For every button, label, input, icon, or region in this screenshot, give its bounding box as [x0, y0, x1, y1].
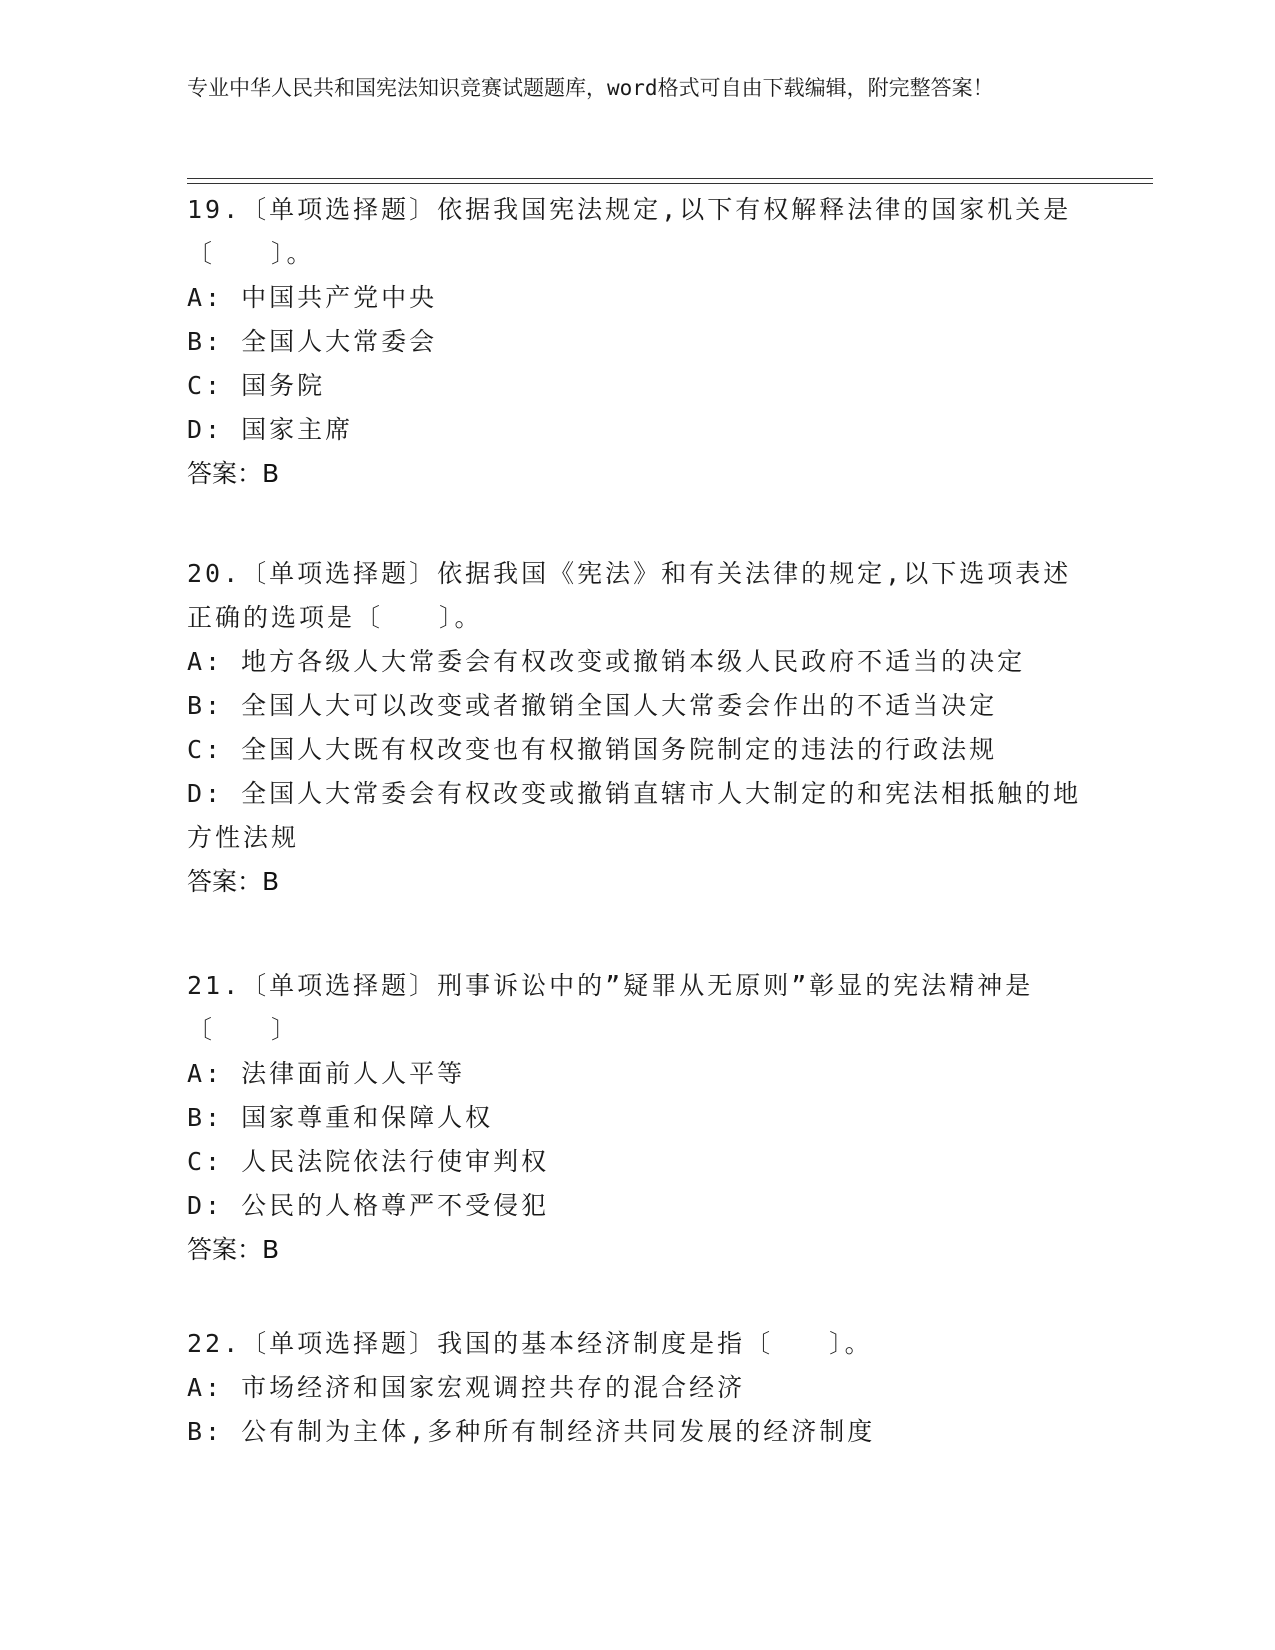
answer: 答案：B: [187, 1235, 280, 1264]
option-a: A: 法律面前人人平等: [187, 1059, 466, 1088]
question-stem: 20.〔单项选择题〕依据我国《宪法》和有关法律的规定,以下选项表述正确的选项是〔 〕。: [187, 559, 1072, 632]
option-a: A: 市场经济和国家宏观调控共存的混合经济: [187, 1373, 746, 1402]
answer: 答案：B: [187, 867, 280, 896]
option-b: B: 全国人大可以改变或者撤销全国人大常委会作出的不适当决定: [187, 691, 998, 720]
option-b: B: 公有制为主体,多种所有制经济共同发展的经济制度: [187, 1417, 876, 1446]
answer: 答案：B: [187, 459, 280, 488]
option-a: A: 地方各级人大常委会有权改变或撤销本级人民政府不适当的决定: [187, 647, 1026, 676]
option-c: C: 全国人大既有权改变也有权撤销国务院制定的违法的行政法规: [187, 735, 998, 764]
option-c: C: 人民法院依法行使审判权: [187, 1147, 550, 1176]
option-c: C: 国务院: [187, 371, 326, 400]
option-d: D: 公民的人格尊严不受侵犯: [187, 1191, 550, 1220]
question-19: [187, 188, 1087, 496]
question-22: [187, 1322, 1087, 1454]
question-20: [187, 552, 1087, 904]
question-stem: 22.〔单项选择题〕我国的基本经济制度是指〔 〕。: [187, 1329, 873, 1358]
option-d: D: 国家主席: [187, 415, 354, 444]
option-b: B: 全国人大常委会: [187, 327, 438, 356]
option-b: B: 国家尊重和保障人权: [187, 1103, 494, 1132]
header-divider-bottom: [187, 183, 1153, 184]
option-a: A: 中国共产党中央: [187, 283, 438, 312]
question-stem: 21.〔单项选择题〕刑事诉讼中的”疑罪从无原则”彰显的宪法精神是〔 〕: [187, 971, 1034, 1044]
option-d: D: 全国人大常委会有权改变或撤销直辖市人大制定的和宪法相抵触的地方性法规: [187, 779, 1082, 852]
question-stem: 19.〔单项选择题〕依据我国宪法规定,以下有权解释法律的国家机关是〔 〕。: [187, 195, 1072, 268]
header-divider-top: [187, 178, 1153, 179]
question-21: [187, 964, 1087, 1272]
document-header: 专业中华人民共和国宪法知识竞赛试题题库，word格式可自由下载编辑，附完整答案！: [187, 76, 994, 100]
